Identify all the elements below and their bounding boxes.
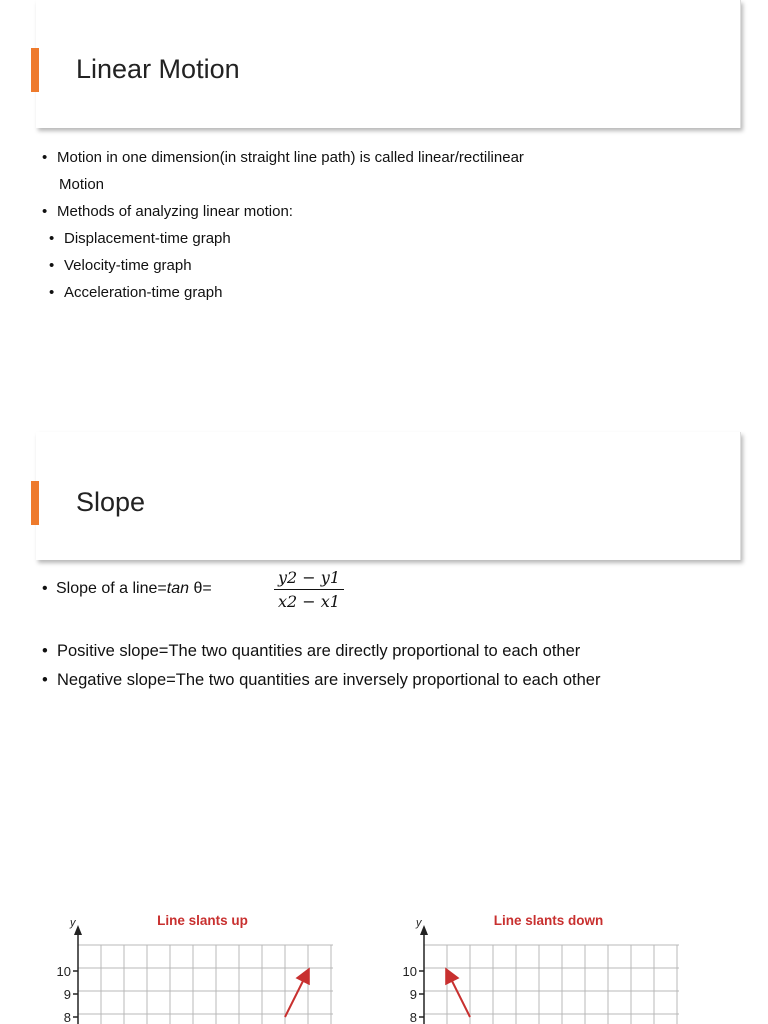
sub-bullet-item: • Displacement-time graph [49, 225, 524, 252]
data-line [285, 971, 308, 1017]
slide-header-slope [36, 432, 741, 560]
data-line [447, 971, 470, 1017]
bullet-item: • Motion in one dimension(in straight line path) is called linear/rectilinear [42, 144, 524, 171]
chart-title: Line slants up [157, 913, 248, 928]
bullet-dot: • [42, 580, 48, 597]
chart-line-slants-down [396, 905, 686, 1024]
y-tick-label: 8 [409, 1010, 417, 1024]
y-tick-label: 9 [409, 987, 417, 1002]
slide-title: Linear Motion [76, 54, 240, 84]
formula-tan: tan [166, 580, 189, 597]
bullet-list-linear-motion [42, 144, 524, 306]
y-axis-label: y [70, 917, 76, 929]
sub-bullet-item: • Acceleration-time graph [49, 279, 524, 306]
slope-formula-text [56, 580, 212, 598]
bullet-item: • Methods of analyzing linear motion: [42, 198, 524, 225]
y-tick-label: 8 [63, 1010, 71, 1024]
formula-prefix: Slope of a line= [56, 580, 167, 597]
bullet-list-slope [42, 637, 600, 695]
y-tick-label: 10 [56, 964, 71, 979]
chart-line-slants-up [50, 905, 340, 1024]
slide-title: Slope [76, 487, 146, 517]
bullet-item: • Positive slope=The two quantities are directly proportional to each other [42, 637, 600, 666]
accent-bar [31, 481, 39, 525]
y-tick-label: 9 [63, 987, 71, 1002]
y-tick-label: 10 [402, 964, 417, 979]
bullet-item: • Negative slope=The two quantities are inversely proportional to each other [42, 666, 600, 695]
fraction-denominator: x2 − x1 [278, 592, 340, 611]
slope-fraction [274, 567, 344, 612]
bullet-item-continuation: Motion [59, 176, 105, 193]
formula-theta: θ= [189, 580, 212, 597]
y-axis-label: y [416, 917, 422, 929]
fraction-numerator: y2 − y1 [277, 568, 340, 587]
sub-bullet-item: • Velocity-time graph [49, 252, 524, 279]
slide-header-linear-motion [36, 0, 741, 128]
chart-title: Line slants down [493, 913, 604, 928]
accent-bar [31, 48, 39, 92]
